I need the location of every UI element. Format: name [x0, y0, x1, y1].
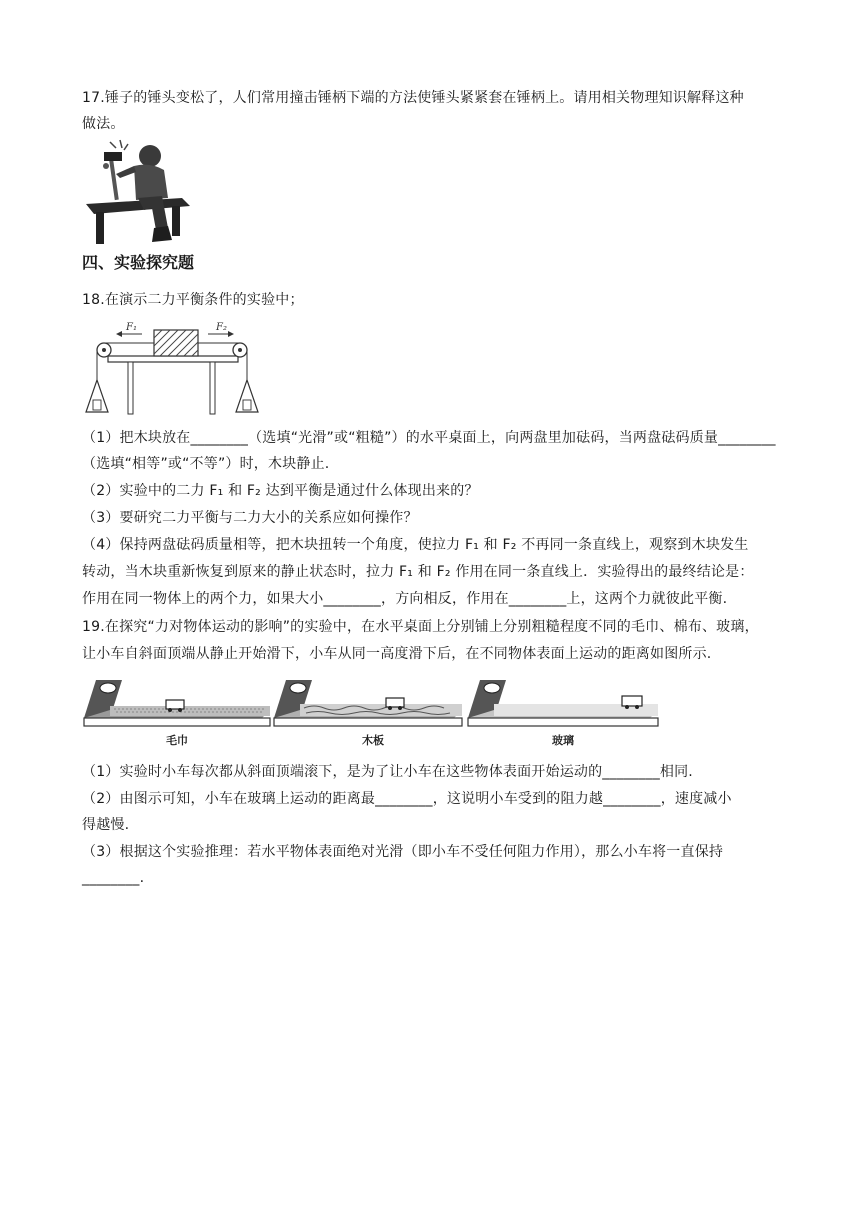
q18-part4-line3: 作用在同一物体上的两个力，如果大小________，方向相反，作用在________上，这两个力就彼此平衡.: [82, 591, 728, 607]
surface-label-towel: 毛巾: [166, 734, 188, 747]
section-heading: 四、实验探究题: [82, 253, 195, 272]
force-label-f1: F₁: [126, 322, 137, 333]
force-label-f2: F₂: [216, 322, 227, 333]
towel-surface-panel: [84, 680, 270, 726]
q19-part3-line1: （3）根据这个实验推理：若水平物体表面绝对光滑（即小车不受任何阻力作用），那么小车将一直保持: [82, 844, 724, 860]
two-force-balance-apparatus: [82, 320, 262, 418]
q19-text-line2: 让小车自斜面顶端从静止开始滑下，小车从同一高度滑下后，在不同物体表面上运动的距离如图所示.: [82, 646, 712, 662]
q19-part1: （1）实验时小车每次都从斜面顶端滚下，是为了让小车在这些物体表面开始运动的________相同.: [82, 764, 693, 780]
q19-text-line1: 19.在探究“力对物体运动的影响”的实验中，在水平桌面上分别铺上分别粗糙程度不同的毛巾、棉布、玻璃，: [82, 619, 759, 635]
q17-text-line2: 做法。: [82, 116, 125, 132]
surface-label-glass: 玻璃: [552, 734, 574, 747]
q17-text-line1: 17.锤子的锤头变松了，人们常用撞击锤柄下端的方法使锤头紧紧套在锤柄上。请用相关物理知识解释这种: [82, 90, 744, 106]
hammer-illustration: [82, 136, 194, 246]
q19-part2-line1: （2）由图示可知，小车在玻璃上运动的距离最________，这说明小车受到的阻力越________，速度减小: [82, 791, 732, 807]
surface-label-wood: 木板: [362, 734, 384, 747]
q18-part1-line1: （1）把木块放在________（选填“光滑”或“粗糙”）的水平桌面上，向两盘里加砝码，当两盘砝码质量________: [82, 430, 776, 446]
glass-surface-panel: [468, 680, 658, 726]
q18-part4-line2: 转动，当木块重新恢复到原来的静止状态时，拉力 F₁ 和 F₂ 作用在同一条直线上．实验得出的最终结论是：: [82, 564, 754, 580]
q19-part2-line2: 得越慢.: [82, 817, 130, 833]
cart-surfaces-figure: [82, 676, 662, 750]
wood-surface-panel: [274, 680, 462, 726]
q18-part1-line2: （选填“相等”或“不等”）时，木块静止.: [82, 456, 330, 472]
q18-part2: （2）实验中的二力 F₁ 和 F₂ 达到平衡是通过什么体现出来的？: [82, 483, 479, 499]
q18-part3: （3）要研究二力平衡与二力大小的关系应如何操作？: [82, 510, 418, 526]
q18-intro: 18.在演示二力平衡条件的实验中；: [82, 292, 304, 308]
q18-part4-line1: （4）保持两盘砝码质量相等，把木块扭转一个角度，使拉力 F₁ 和 F₂ 不再同一条直线上，观察到木块发生: [82, 537, 749, 553]
q19-part3-line2: ________.: [82, 870, 145, 886]
